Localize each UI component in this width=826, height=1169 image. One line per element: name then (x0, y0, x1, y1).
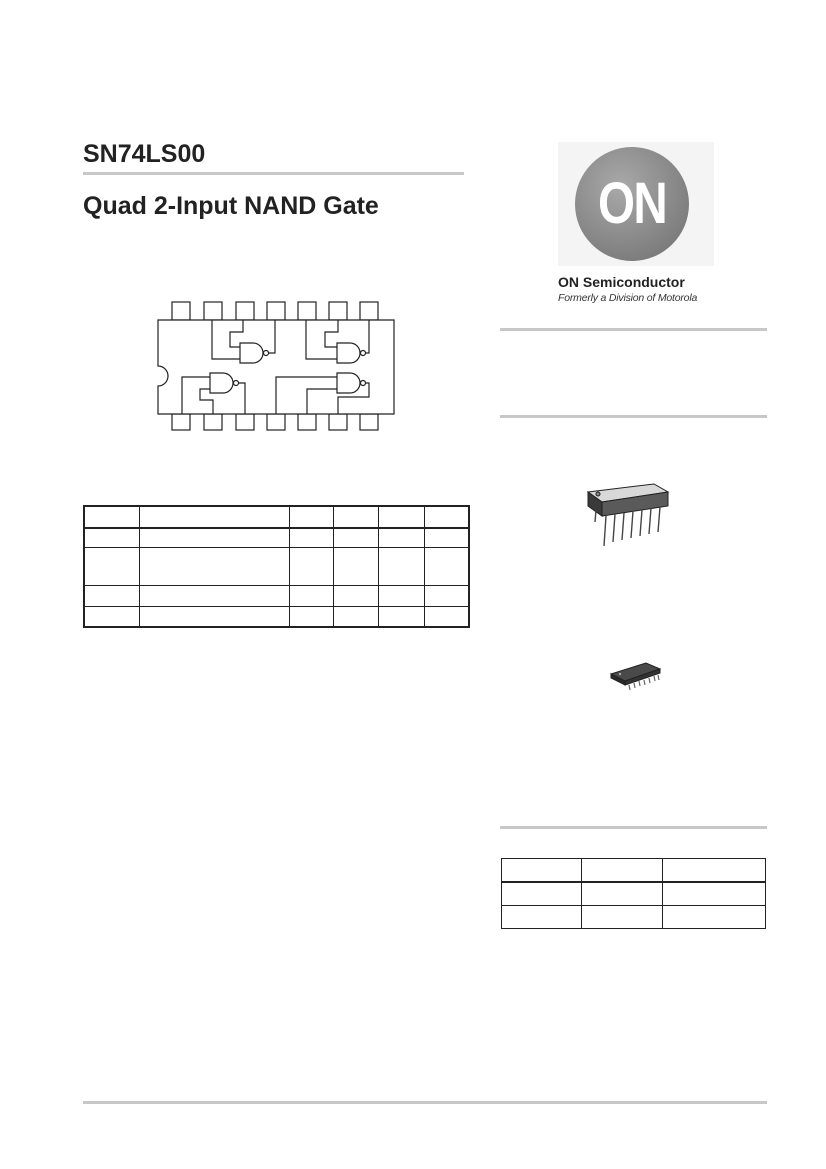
part-number-title: SN74LS00 (83, 140, 206, 168)
footer-divider (83, 1101, 767, 1104)
company-name: ON Semiconductor (558, 274, 685, 290)
soic-package-icon (608, 660, 664, 692)
company-tagline: Formerly a Division of Motorola (558, 292, 698, 304)
divider-2 (500, 415, 767, 418)
ordering-table (501, 858, 766, 929)
divider-3 (500, 826, 767, 829)
operating-ranges-table (83, 505, 470, 628)
logo-text: ON (597, 171, 667, 236)
dip-package-icon (582, 478, 674, 550)
pinout-diagram-icon (150, 298, 400, 434)
subtitle: Quad 2-Input NAND Gate (83, 192, 379, 220)
divider-1 (500, 328, 767, 331)
title-divider (83, 172, 464, 175)
